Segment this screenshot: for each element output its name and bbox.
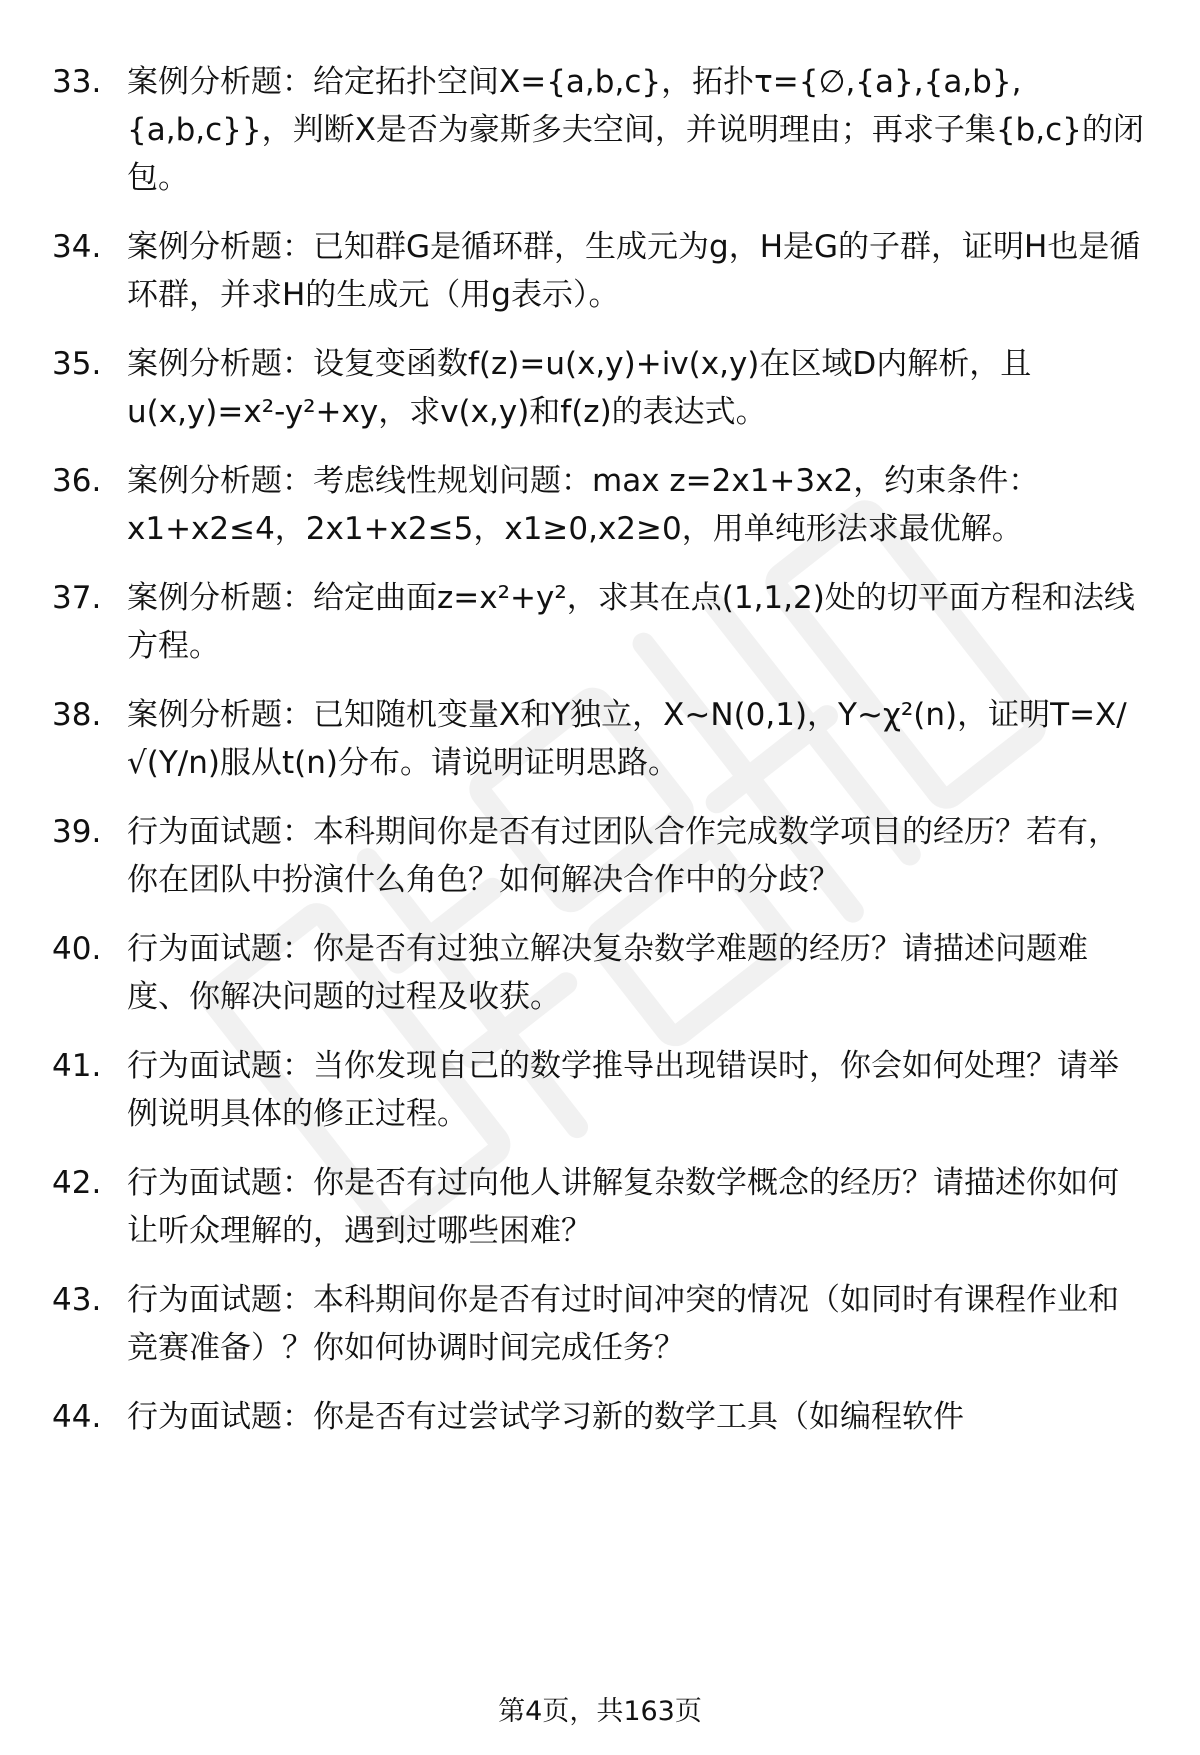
- question-item: [52, 925, 1152, 1021]
- question-number: 43.: [52, 1282, 102, 1318]
- question-item: [52, 691, 1152, 787]
- question-text: 案例分析题：已知群G是循环群，生成元为g，H是G的子群，证明H也是循环群，并求H的生成元（用g表示）。: [127, 229, 1141, 313]
- question-text: 案例分析题：已知随机变量X和Y独立，X~N(0,1)，Y~χ²(n)，证明T=X/√(Y/n)服从t(n)分布。请说明证明思路。: [127, 697, 1127, 781]
- question-item: [52, 1042, 1152, 1138]
- question-item: [52, 1393, 1152, 1441]
- question-item: [52, 574, 1152, 670]
- page-footer: 第4页，共163页: [498, 1696, 702, 1727]
- question-number: 34.: [52, 229, 102, 265]
- question-number: 35.: [52, 346, 102, 382]
- question-text: 案例分析题：考虑线性规划问题：max z=2x1+3x2，约束条件：x1+x2≤4，2x1+x2≤5，x1≥0,x2≥0，用单纯形法求最优解。: [127, 463, 1040, 547]
- question-number: 37.: [52, 580, 102, 616]
- question-item: [52, 340, 1152, 436]
- question-item: [52, 1159, 1152, 1255]
- question-text: 行为面试题：当你发现自己的数学推导出现错误时，你会如何处理？请举例说明具体的修正过程。: [127, 1048, 1119, 1132]
- question-text: 行为面试题：本科期间你是否有过时间冲突的情况（如同时有课程作业和竞赛准备）？你如何协调时间完成任务？: [127, 1282, 1119, 1366]
- question-number: 41.: [52, 1048, 102, 1084]
- question-text: 案例分析题：给定曲面z=x²+y²，求其在点(1,1,2)处的切平面方程和法线方程。: [127, 580, 1135, 664]
- question-number: 39.: [52, 814, 102, 850]
- question-text: 行为面试题：你是否有过尝试学习新的数学工具（如编程软件: [127, 1399, 964, 1435]
- question-number: 42.: [52, 1165, 102, 1201]
- question-text: 行为面试题：你是否有过向他人讲解复杂数学概念的经历？请描述你如何让听众理解的，遇到过哪些困难？: [127, 1165, 1119, 1249]
- question-text: 行为面试题：你是否有过独立解决复杂数学难题的经历？请描述问题难度、你解决问题的过程及收获。: [127, 931, 1088, 1015]
- question-number: 38.: [52, 697, 102, 733]
- question-item: [52, 58, 1152, 202]
- question-text: 案例分析题：给定拓扑空间X={a,b,c}，拓扑τ={∅,{a},{a,b},{a,b,c}}，判断X是否为豪斯多夫空间，并说明理由；再求子集{b,c}的闭包。: [127, 64, 1144, 196]
- question-number: 36.: [52, 463, 102, 499]
- question-list: [52, 58, 1152, 1462]
- question-number: 44.: [52, 1399, 102, 1435]
- question-item: [52, 223, 1152, 319]
- question-item: [52, 1276, 1152, 1372]
- question-text: 行为面试题：本科期间你是否有过团队合作完成数学项目的经历？若有，你在团队中扮演什么角色？如何解决合作中的分歧？: [127, 814, 1119, 898]
- question-item: [52, 457, 1152, 553]
- question-number: 33.: [52, 64, 102, 100]
- question-item: [52, 808, 1152, 904]
- question-text: 案例分析题：设复变函数f(z)=u(x,y)+iv(x,y)在区域D内解析，且u(x,y)=x²-y²+xy，求v(x,y)和f(z)的表达式。: [127, 346, 1032, 430]
- question-number: 40.: [52, 931, 102, 967]
